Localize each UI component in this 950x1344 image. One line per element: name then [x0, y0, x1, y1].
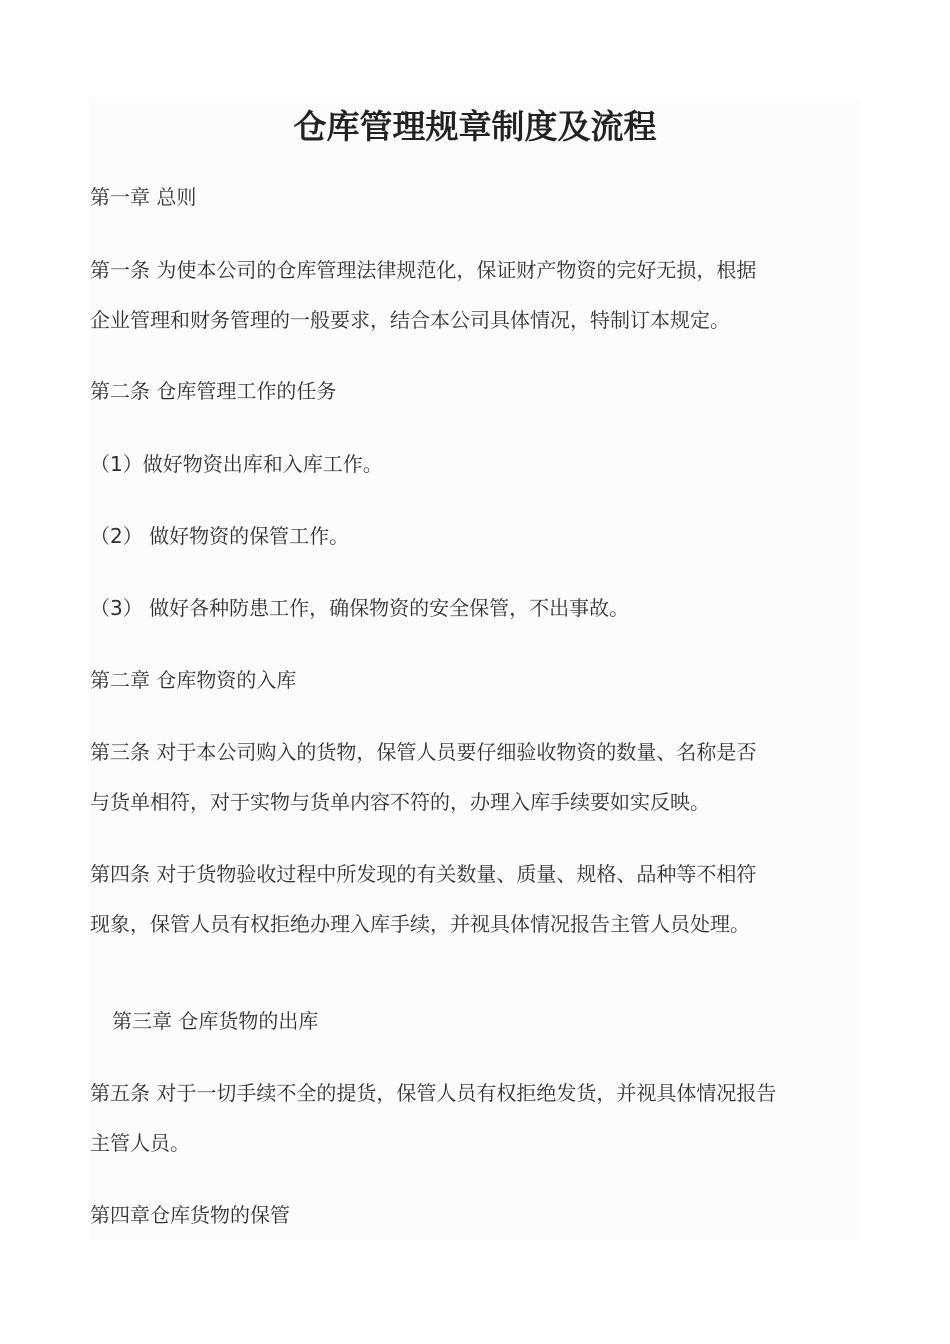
document-title: 仓库管理规章制度及流程	[293, 107, 657, 146]
chapter-2-heading: 第二章 仓库物资的入库	[90, 668, 297, 692]
list-item-2: （2） 做好物资的保管工作。	[90, 524, 350, 548]
article-5-line-2: 主管人员。	[90, 1131, 190, 1155]
chapter-4-heading: 第四章仓库货物的保管	[90, 1203, 290, 1227]
article-4-line-2: 现象，保管人员有权拒绝办理入库手续，并视具体情况报告主管人员处理。	[90, 912, 750, 936]
article-4-line-1: 第四条 对于货物验收过程中所发现的有关数量、质量、规格、品种等不相符	[90, 862, 757, 886]
chapter-3-heading: 第三章 仓库货物的出库	[112, 1009, 319, 1033]
list-item-3: （3） 做好各种防患工作，确保物资的安全保管，不出事故。	[90, 596, 630, 620]
list-item-1: （1）做好物资出库和入库工作。	[90, 452, 383, 476]
article-3-line-1: 第三条 对于本公司购入的货物，保管人员要仔细验收物资的数量、名称是否	[90, 740, 757, 764]
article-3-line-2: 与货单相符，对于实物与货单内容不符的，办理入库手续要如实反映。	[90, 790, 710, 814]
article-1-line-1: 第一条 为使本公司的仓库管理法律规范化，保证财产物资的完好无损，根据	[90, 258, 757, 282]
article-5-line-1: 第五条 对于一切手续不全的提货，保管人员有权拒绝发货，并视具体情况报告	[90, 1081, 777, 1105]
chapter-1-heading: 第一章 总则	[90, 185, 197, 209]
article-2-heading: 第二条 仓库管理工作的任务	[90, 379, 337, 403]
article-1-line-2: 企业管理和财务管理的一般要求，结合本公司具体情况，特制订本规定。	[90, 308, 730, 332]
